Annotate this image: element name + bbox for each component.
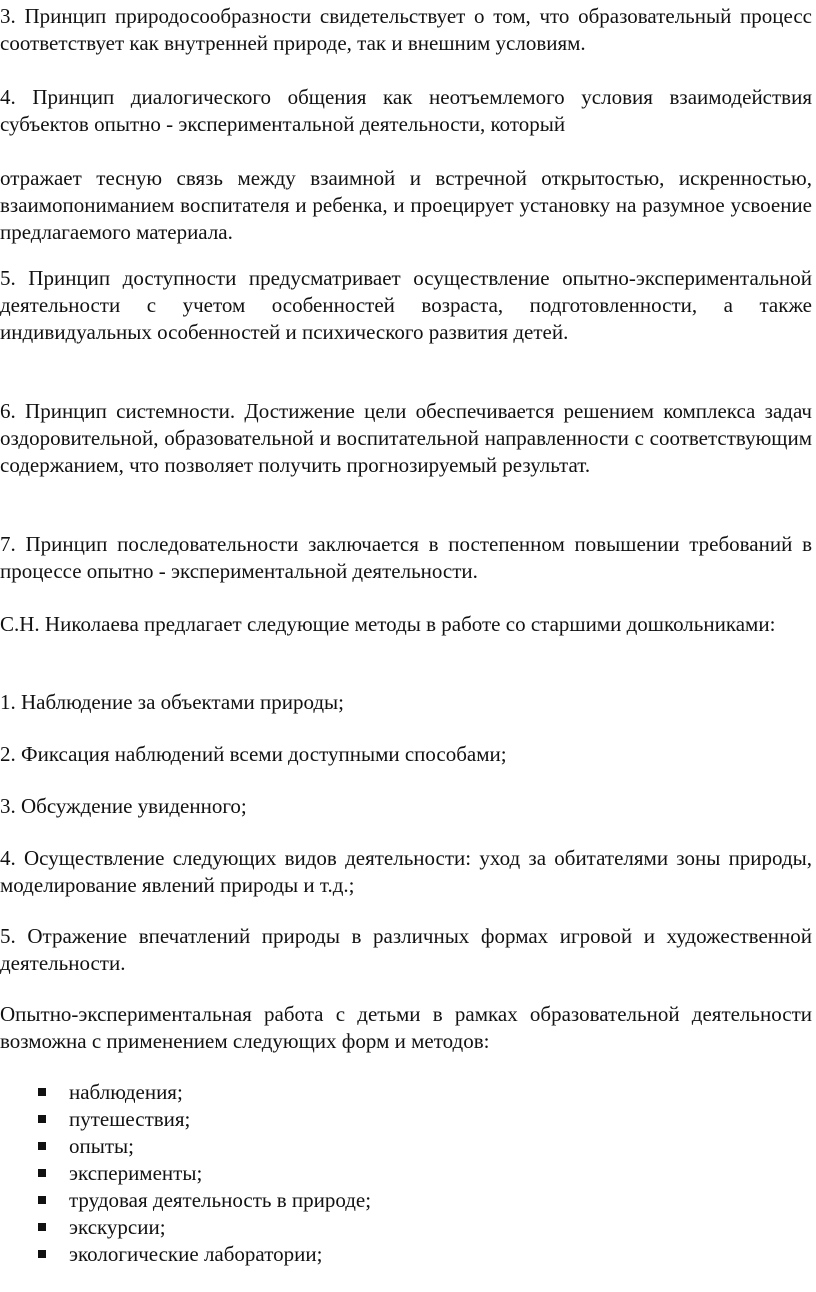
paragraph-method-2: 2. Фиксация наблюдений всеми доступными способами; (0, 742, 507, 766)
list-item (0, 1079, 812, 1106)
paragraph-method-1: 1. Наблюдение за объектами природы; (0, 690, 344, 714)
list-item (0, 1133, 812, 1160)
list-item-text: эксперименты; (69, 1161, 203, 1185)
paragraph-principle-5: 5. Принцип доступности предусматривает осуществление опытно-экспериментальной деятельности с учетом особенностей возраста, подготовленности, а также индивидуальных особенностей и психического развития детей. (0, 266, 812, 344)
square-bullet-icon (38, 1142, 46, 1150)
paragraph-principle-7: 7. Принцип последовательности заключается в постепенном повышении требований в процессе опытно - экспериментальной деятельности. (0, 532, 812, 583)
list-item-text: экологические лаборатории; (69, 1242, 323, 1266)
square-bullet-icon (38, 1115, 46, 1123)
list-item (0, 1160, 812, 1187)
list-item-text: опыты; (69, 1134, 134, 1158)
square-bullet-icon (38, 1223, 46, 1231)
square-bullet-icon (38, 1169, 46, 1177)
list-item (0, 1106, 812, 1133)
paragraph-principle-3: 3. Принцип природосообразности свидетельствует о том, что образовательный процесс соответствует как внутренней природе, так и внешним условиям. (0, 4, 812, 55)
paragraph-method-3: 3. Обсуждение увиденного; (0, 794, 247, 818)
list-item (0, 1187, 812, 1214)
paragraph-principle-4-continued: отражает тесную связь между взаимной и встречной открытостью, искренностью, взаимопониманием воспитателя и ребенка, и проецирует установку на разумное усвоение предлагаемого материала. (0, 166, 812, 244)
square-bullet-icon (38, 1196, 46, 1204)
list-item-text: трудовая деятельность в природе; (69, 1188, 372, 1212)
square-bullet-icon (38, 1088, 46, 1096)
list-item (0, 1241, 812, 1268)
list-item-text: путешествия; (69, 1107, 191, 1131)
paragraph-principle-6: 6. Принцип системности. Достижение цели обеспечивается решением комплекса задач оздоровительной, образовательной и воспитательной направленности с соответствующим содержанием, что позволяет получить прогнозируемый результат. (0, 399, 812, 477)
forms-bullet-list (0, 1079, 812, 1268)
paragraph-method-4: 4. Осуществление следующих видов деятельности: уход за обитателями зоны природы, моделирование явлений природы и т.д.; (0, 846, 812, 897)
list-item (0, 1214, 812, 1241)
square-bullet-icon (38, 1250, 46, 1258)
list-item-text: наблюдения; (69, 1080, 183, 1104)
paragraph-principle-4: 4. Принцип диалогического общения как неотъемлемого условия взаимодействия субъектов опытно - экспериментальной деятельности, который (0, 85, 812, 136)
paragraph-nikolaeva-intro: С.Н. Николаева предлагает следующие методы в работе со старшими дошкольниками: (0, 612, 776, 636)
paragraph-method-5: 5. Отражение впечатлений природы в различных формах игровой и художественной деятельности. (0, 924, 812, 975)
list-item-text: экскурсии; (69, 1215, 166, 1239)
paragraph-forms-intro: Опытно-экспериментальная работа с детьми в рамках образовательной деятельности возможна с применением следующих форм и методов: (0, 1002, 812, 1053)
